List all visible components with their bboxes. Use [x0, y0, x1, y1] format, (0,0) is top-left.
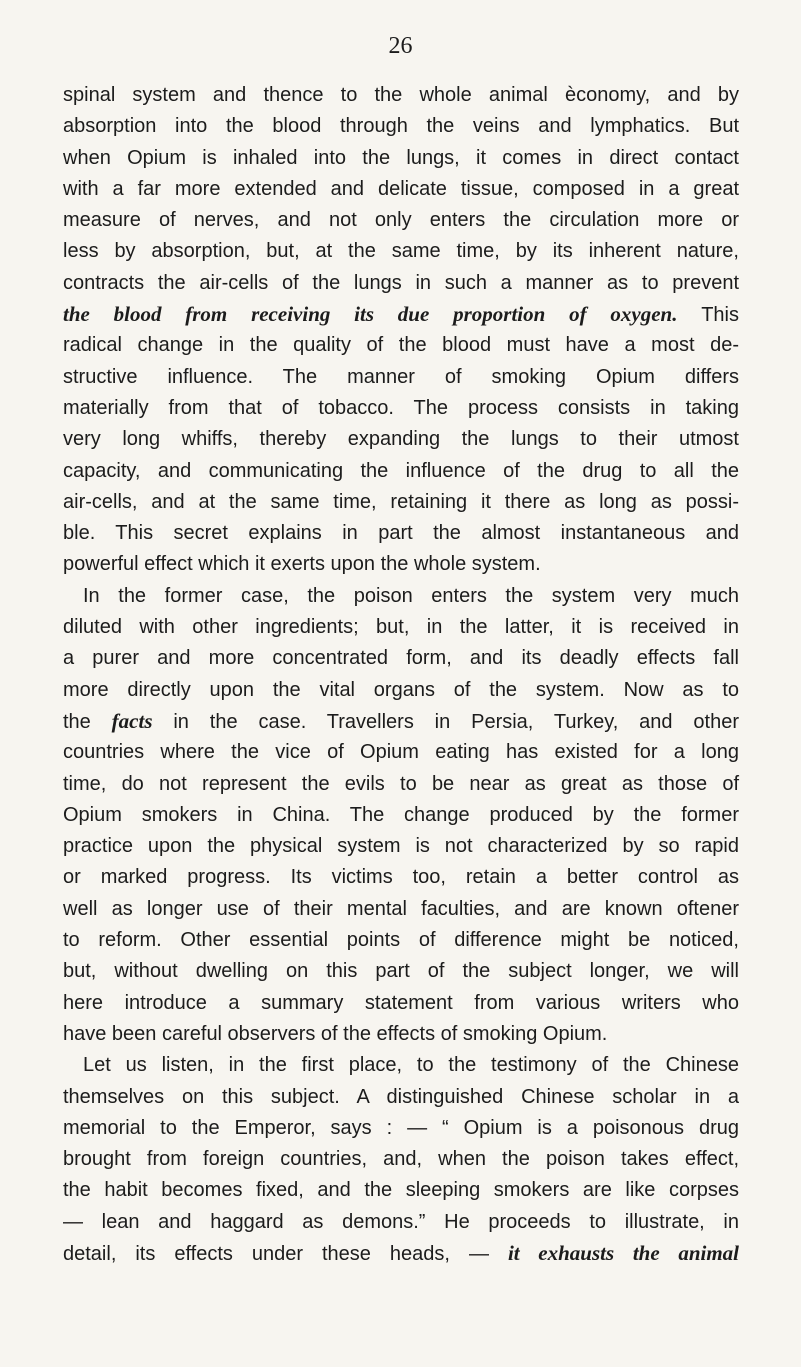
text-line: countries where the vice of Opium eating has existed for a long — [63, 741, 739, 764]
text-line: measure of nerves, and not only enters the circulation more or — [63, 209, 739, 232]
text-line: absorption into the blood through the veins and lymphatics. But — [63, 115, 739, 138]
text-line: themselves on this subject. A distinguished Chinese scholar in a — [63, 1085, 739, 1108]
italic-phrase: it exhausts the animal — [507, 1240, 740, 1265]
text-line: have been careful observers of the effects of smoking Opium. — [63, 1022, 608, 1045]
body-text — [63, 80, 739, 1269]
text-line: practice upon the physical system is not characterized by so rapid — [63, 835, 739, 858]
text-line: air-cells, and at the same time, retaining it there as long as possi- — [63, 490, 739, 513]
italic-phrase: the blood from receiving its due proportion of oxygen. — [63, 302, 678, 327]
text-line: radical change in the quality of the blood must have a most de- — [63, 334, 739, 357]
text-line: the habit becomes fixed, and the sleeping smokers are like corpses — [63, 1179, 739, 1202]
text-line: Opium smokers in China. The change produced by the former — [63, 803, 739, 826]
text-line: with a far more extended and delicate tissue, composed in a great — [63, 177, 739, 200]
text-line: brought from foreign countries, and, when the poison takes effect, — [63, 1148, 739, 1171]
text-line: but, without dwelling on this part of the subject longer, we will — [63, 960, 739, 983]
text-line: less by absorption, but, at the same time, by its inherent nature, — [63, 240, 739, 263]
text-line: when Opium is inhaled into the lungs, it comes in direct contact — [63, 146, 739, 169]
text-line: the facts in the case. Travellers in Persia, Turkey, and other — [63, 708, 740, 733]
text-line: well as longer use of their mental faculties, and are known oftener — [63, 897, 739, 920]
text-line: or marked progress. Its victims too, retain a better control as — [63, 866, 739, 889]
text-line: Let us listen, in the first place, to the testimony of the Chinese — [83, 1054, 739, 1077]
page-number: 26 — [388, 33, 413, 59]
text-line: to reform. Other essential points of difference might be noticed, — [63, 929, 739, 952]
text-line: detail, its effects under these heads, — it exhausts the animal — [63, 1240, 740, 1265]
text-line: a purer and more concentrated form, and its deadly effects fall — [63, 647, 739, 670]
text-line: structive influence. The manner of smoking Opium differs — [63, 365, 739, 388]
text-line: the blood from receiving its due proportion of oxygen. This — [63, 302, 739, 327]
text-line: spinal system and thence to the whole animal èconomy, and by — [63, 84, 739, 106]
text-line: — lean and haggard as demons.” He proceeds to illustrate, in — [63, 1210, 739, 1233]
text-line: time, do not represent the evils to be near as great as those of — [63, 772, 739, 795]
text-line: very long whiffs, thereby expanding the lungs to their utmost — [63, 428, 739, 451]
text-line: materially from that of tobacco. The process consists in taking — [63, 396, 739, 419]
text-line: powerful effect which it exerts upon the whole system. — [63, 553, 541, 576]
text-line: memorial to the Emperor, says : — “ Opium is a poisonous drug — [63, 1116, 739, 1139]
text-line: contracts the air-cells of the lungs in such a manner as to prevent — [63, 271, 739, 294]
text-line: capacity, and communicating the influence of the drug to all the — [63, 459, 739, 482]
text-line: In the former case, the poison enters the system very much — [83, 584, 739, 607]
text-line: more directly upon the vital organs of the system. Now as to — [63, 678, 739, 701]
text-line: diluted with other ingredients; but, in the latter, it is received in — [63, 616, 739, 639]
text-line: ble. This secret explains in part the almost instantaneous and — [63, 522, 739, 545]
italic-phrase: facts — [111, 708, 153, 733]
text-line: here introduce a summary statement from various writers who — [63, 991, 739, 1014]
